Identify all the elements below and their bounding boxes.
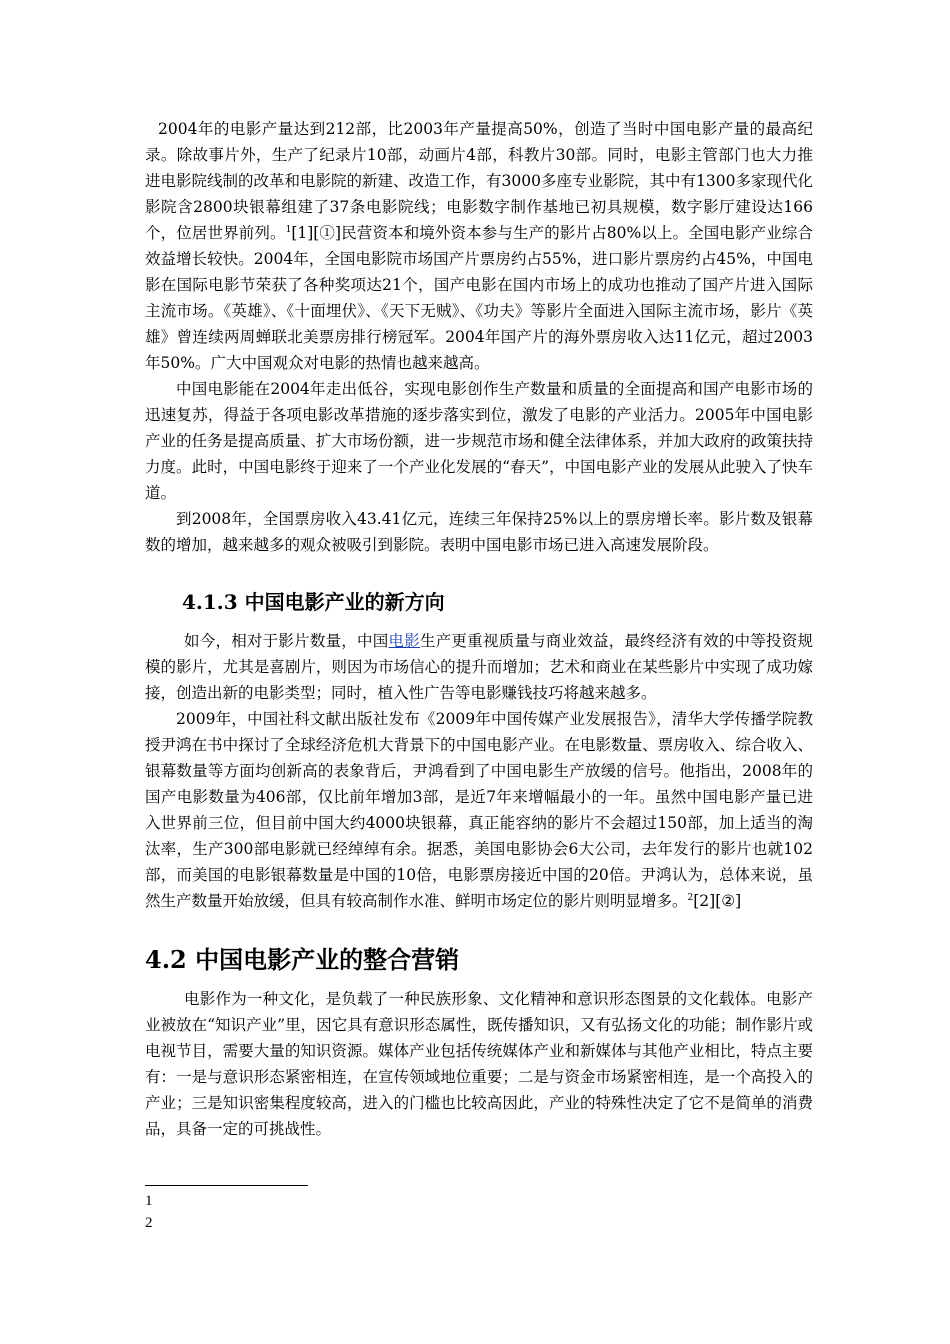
section-integrated-marketing	[145, 986, 813, 1142]
paragraph-2009-report	[145, 706, 813, 914]
footnote-1: 1	[145, 1193, 153, 1209]
footnote-ref-1[interactable]: 1	[285, 224, 292, 235]
paragraph-text: 生产更重视质量与商业效益，最终经济有效的中等投资规模的影片，尤其是喜剧片，则因为市场信心的提升而增加；艺术和商业在某些影片中实现了成功嫁接，创造出新的电影类型；同时，植入性广告等电影赚钱技巧将越来越多。	[145, 632, 813, 702]
paragraph-2004-recovery	[145, 376, 813, 506]
paragraph-2008-boxoffice	[145, 506, 813, 558]
footnotes	[145, 1190, 153, 1234]
footnote-divider	[145, 1185, 308, 1186]
section-heading-4-1-3: 4.1.3 中国电影产业的新方向	[182, 590, 445, 614]
paragraph-text: 到2008年，全国票房收入43.41亿元，连续三年保持25%以上的票房增长率。影片数及银幕数的增加，越来越多的观众被吸引到影院。表明中国电影市场已进入高速发展阶段。	[145, 510, 813, 554]
footnote-ref-2[interactable]: 2	[687, 892, 694, 903]
film-link[interactable]: 电影	[388, 632, 420, 650]
paragraph-text: 中国电影能在2004年走出低谷，实现电影创作生产数量和质量的全面提高和国产电影市场的迅速复苏，得益于各项电影改革措施的逐步落实到位，激发了电影的产业活力。2005年中国电影产业的任务是提高质量、扩大市场份额，进一步规范市场和健全法律体系，并加大政府的政策扶持力度。此时，中国电影终于迎来了一个产业化发展的“春天”，中国电影产业的发展从此驶入了快车道。	[145, 380, 813, 502]
section-heading-4-2: 4.2 中国电影产业的整合营销	[145, 945, 460, 974]
footnote-2: 2	[145, 1215, 153, 1231]
paragraph-text: 电影作为一种文化，是负载了一种民族形象、文化精神和意识形态图景的文化载体。电影产业被放在“知识产业”里，因它具有意识形态属性，既传播知识，又有弘扬文化的功能；制作影片或电视节目，需要大量的知识资源。媒体产业包括传统媒体产业和新媒体与其他产业相比，特点主要有：一是与意识形态紧密相连，在宣传领域地位重要；二是与资金市场紧密相连，是一个高投入的产业；三是知识密集程度较高，进入的门槛也比较高因此，产业的特殊性决定了它不是简单的消费品，具备一定的可挑战性。	[145, 990, 813, 1138]
paragraph-text: 2009年，中国社科文献出版社发布《2009年中国传媒产业发展报告》，清华大学传播学院教授尹鸿在书中探讨了全球经济危机大背景下的中国电影产业。在电影数量、票房收入、综合收入、银幕数量等方面均创新高的表象背后，尹鸿看到了中国电影生产放缓的信号。他指出，2008年的国产电影数量为406部，仅比前年增加3部，是近7年来增幅最小的一年。虽然中国电影产量已进入世界前三位，但目前中国大约4000块银幕，真正能容纳的影片不会超过150部，加上适当的淘汰率，生产300部电影就已经绰绰有余。据悉，美国电影协会6大公司，去年发行的影片也就102部，而美国的电影银幕数量是中国的10倍，电影票房接近中国的20倍。尹鸿认为，总体来说，虽然生产数量开始放缓，但具有较高制作水准、鲜明市场定位的影片则明显增多。	[145, 710, 813, 910]
paragraph-quality-focus	[145, 628, 813, 706]
paragraph-2004-output	[145, 116, 813, 376]
paragraph-text: [1][①]民营资本和境外资本参与生产的影片占80%以上。全国电影产业综合效益增长较快。2004年，全国电影院市场国产片票房约占55%，进口影片票房约占45%，中国电影在国际电影节荣获了各种奖项达21个，国产电影在国内市场上的成功也推动了国产片进入国际主流市场。《英雄》、《十面埋伏》、《天下无贼》、《功夫》等影片全面进入国际主流市场，影片《英雄》曾连续两周蝉联北美票房排行榜冠军。2004年国产片的海外票房收入达11亿元，超过2003年50%。广大中国观众对电影的热情也越来越高。	[145, 224, 813, 372]
section-new-direction	[145, 628, 813, 914]
document-body	[145, 116, 813, 1142]
paragraph-film-culture	[145, 986, 813, 1142]
paragraph-text: [2][②]	[693, 892, 742, 910]
paragraph-text: 如今，相对于影片数量，中国	[184, 632, 389, 650]
section-intro	[145, 116, 813, 558]
paragraph-text: 2004年的电影产量达到212部，比2003年产量提高50%，创造了当时中国电影产量的最高纪录。除故事片外，生产了纪录片10部，动画片4部，科教片30部。同时，电影主管部门也大力推进电影院线制的改革和电影院的新建、改造工作，有3000多座专业影院，其中有1300多家现代化影院含2800块银幕组建了37条电影院线；电影数字制作基地已初具规模，数字影厅建设达166个，位居世界前列。	[145, 120, 813, 242]
